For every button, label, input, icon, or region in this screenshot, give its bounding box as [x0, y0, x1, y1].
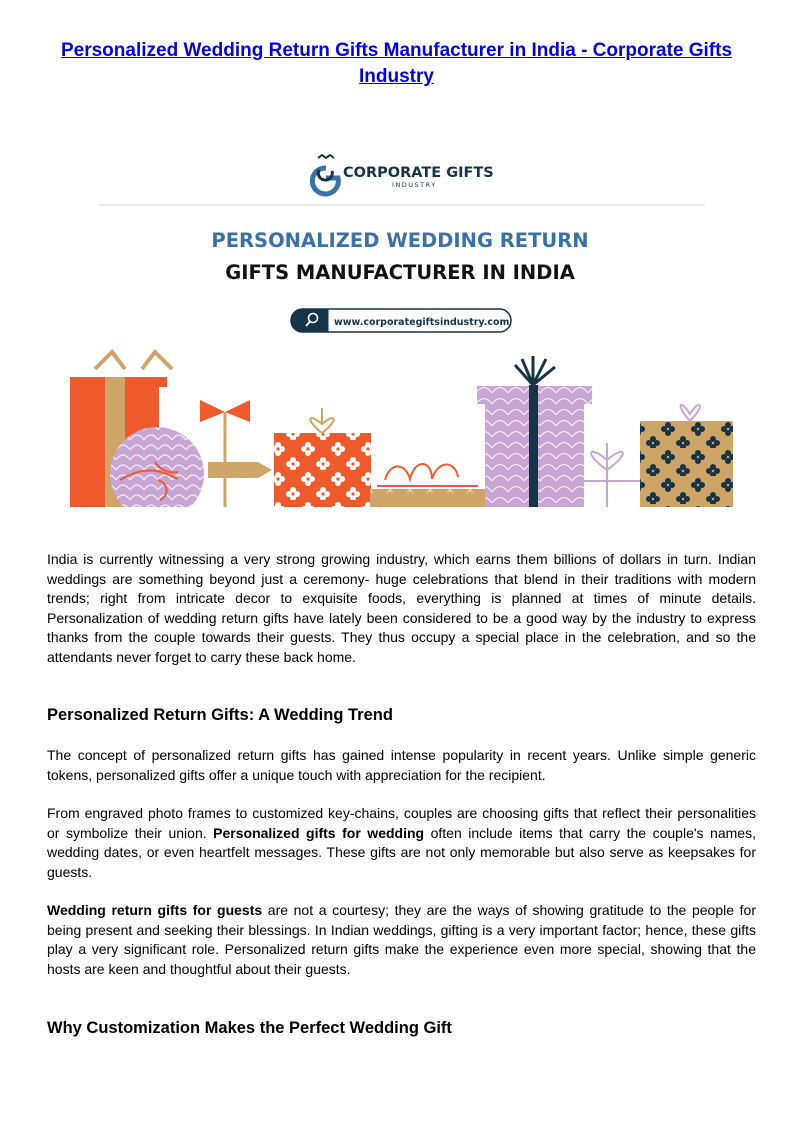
website-url: www.corporategiftsindustry.com [334, 317, 510, 328]
paragraph-engraved-gifts [47, 804, 756, 882]
company-logo [312, 155, 493, 194]
banner-headline-line2: GIFTS MANUFACTURER IN INDIA [225, 261, 575, 284]
banner-headline-line1: PERSONALIZED WEDDING RETURN [211, 229, 589, 252]
document-title-link[interactable]: Personalized Wedding Return Gifts Manufacturer in India - Corporate Gifts Industry [60, 40, 733, 87]
paragraph-engraved-gifts-text: From engraved photo frames to customized key-chains, couples are choosing gifts that reflect their personalities or symbolize their union. [47, 805, 756, 841]
paragraph-return-gifts-rest: are not a courtesy; they are the ways of showing gratitude to the people for being present and seeking their blessings. In Indian weddings, gifting is a very important factor; hence, these gifts play a very significant role. Personalized return gifts make the experience even more special, showing that the hosts are keen and thoughtful about their guests. [47, 902, 756, 977]
brand-subtitle: INDUSTRY [392, 181, 437, 189]
bold-personalized-gifts: Personalized gifts for wedding [213, 824, 425, 841]
paragraph-concept: The concept of personalized return gifts has gained intense popularity in recent years. Unlike simple generic tokens, personalized gifts offer a unique touch with appreciation for the recipient. [47, 747, 756, 783]
gift-illustration [70, 352, 733, 515]
section-heading-customization: Why Customization Makes the Perfect Wedding Gift [47, 1019, 452, 1037]
website-pill [291, 309, 511, 332]
brand-name: CORPORATE GIFTS [343, 165, 494, 181]
paragraph-engraved-gifts-rest: often include items that carry the couple's names, wedding dates, or even heartfelt messages. These gifts are not only memorable but also serve as keepsakes for guests. [47, 824, 756, 880]
intro-paragraph: India is currently witnessing a very strong growing industry, which earns them billions of dollars in turn. Indian weddings are something beyond just a ceremony- huge celebrations that blend in their traditions with modern trends; right from intricate decor to exquisite foods, everything is planned at times of minute details. Personalization of wedding return gifts have lately been considered to be a good way by the industry to express thanks from the couple towards their guests. They thus occupy a special place in the celebration, and so the attendants never forget to carry these back home. [47, 551, 756, 665]
bold-wedding-return-gifts: Wedding return gifts for guests [47, 902, 263, 918]
section-heading-wedding-trend: Personalized Return Gifts: A Wedding Trend [47, 706, 393, 724]
logo-emblem-icon [312, 155, 338, 194]
banner-image [60, 140, 750, 515]
document-title [60, 38, 733, 90]
paragraph-return-gifts [47, 901, 756, 979]
